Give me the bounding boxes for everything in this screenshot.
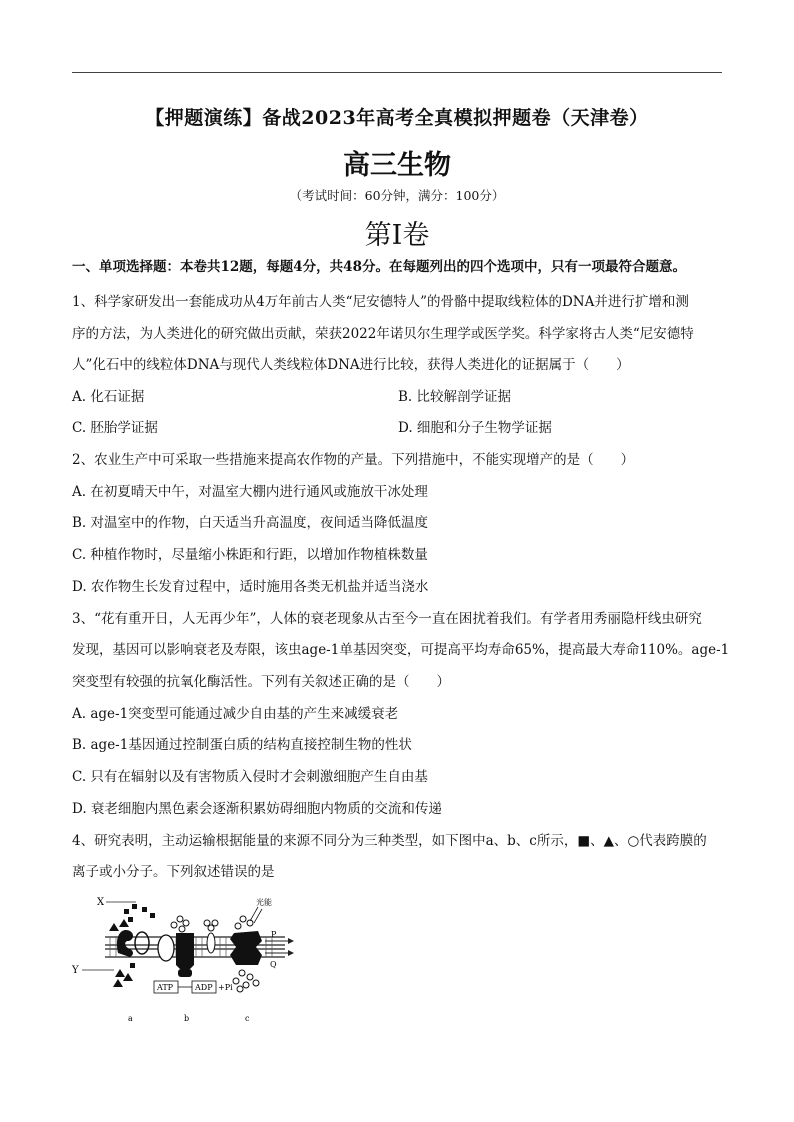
q3-option-d: D. 衰老细胞内黑色素会逐渐积累妨碍细胞内物质的交流和传递	[72, 801, 442, 817]
q1-option-b: B. 比较解剖学证据	[398, 389, 512, 405]
q1-option-d: D. 细胞和分子生物学证据	[398, 420, 552, 436]
label-c: c	[245, 1014, 250, 1023]
q3-stem-line-2: 发现，基因可以影响衰老及寿限，该虫age-1单基因突变，可提高平均寿命65%，提高最大寿命110%。age-1	[72, 642, 730, 658]
q4-stem-line-2: 离子或小分子。下列叙述错误的是	[72, 864, 275, 880]
volume-title: 第I卷	[364, 220, 430, 251]
label-adp: ADP	[195, 983, 213, 992]
label-atp: ATP	[157, 983, 174, 992]
subject-title: 高三生物	[343, 150, 451, 181]
q1-stem-line-1: 1、科学家研发出一套能成功从4万年前古人类“尼安德特人”的骨骼中提取线粒体的DNA并进行扩增和测	[72, 294, 689, 310]
q4-stem-line-1: 4、研究表明，主动运输根据能量的来源不同分为三种类型，如下图中a、b、c所示，■、▲、○代表跨膜的	[72, 833, 707, 849]
section-heading: 一、单项选择题：本卷共12题，每题4分，共48分。在每题列出的四个选项中，只有一项最符合题意。	[72, 259, 686, 275]
q3-option-c: C. 只有在辐射以及有害物质入侵时才会刺激细胞产生自由基	[72, 769, 428, 785]
q2-option-d: D. 农作物生长发育过程中，适时施用各类无机盐并适当浇水	[72, 579, 429, 595]
label-pi: +Pi	[218, 983, 233, 992]
label-b: b	[184, 1014, 190, 1023]
exam-info: （考试时间：60分钟，满分：100分）	[289, 188, 505, 203]
exam-title: 【押题演练】备战2023年高考全真模拟押题卷（天津卷）	[145, 107, 649, 129]
q1-stem-line-3: 人”化石中的线粒体DNA与现代人类线粒体DNA进行比较，获得人类进化的证据属于（ ）	[72, 357, 630, 373]
label-x: X	[97, 897, 105, 908]
transporter-b	[158, 916, 218, 977]
q3-option-a: A. age-1突变型可能通过减少自由基的产生来减缓衰老	[72, 706, 399, 722]
active-transport-figure	[70, 893, 300, 1028]
header-rule	[72, 72, 722, 73]
transporter-c	[230, 907, 262, 992]
label-p: P	[271, 930, 277, 939]
q1-stem-line-2: 序的方法，为人类进化的研究做出贡献，荣获2022年诺贝尔生理学或医学奖。科学家将古人类“尼安德特	[72, 326, 694, 342]
q1-option-c: C. 胚胎学证据	[72, 420, 158, 436]
pq-arrows	[265, 938, 294, 956]
label-q: Q	[270, 960, 277, 969]
q3-stem-line-1: 3、“花有重开日，人无再少年”，人体的衰老现象从古至今一直在困扰着我们。有学者用秀丽隐杆线虫研究	[72, 611, 702, 627]
label-light: 光能	[256, 898, 272, 907]
q2-option-c: C. 种植作物时，尽量缩小株距和行距，以增加作物植株数量	[72, 547, 428, 563]
q2-option-a: A. 在初夏晴天中午，对温室大棚内进行通风或施放干冰处理	[72, 484, 428, 500]
label-y: Y	[72, 965, 79, 976]
label-a: a	[128, 1014, 133, 1023]
q3-option-b: B. age-1基因通过控制蛋白质的结构直接控制生物的性状	[72, 737, 412, 753]
q2-stem: 2、农业生产中可采取一些措施来提高农作物的产量。下列措施中，不能实现增产的是（ ）	[72, 452, 635, 468]
q3-stem-line-3: 突变型有较强的抗氧化酶活性。下列有关叙述正确的是（ ）	[72, 674, 450, 690]
q1-option-a: A. 化石证据	[72, 389, 145, 405]
q2-option-b: B. 对温室中的作物，白天适当升高温度，夜间适当降低温度	[72, 515, 429, 531]
